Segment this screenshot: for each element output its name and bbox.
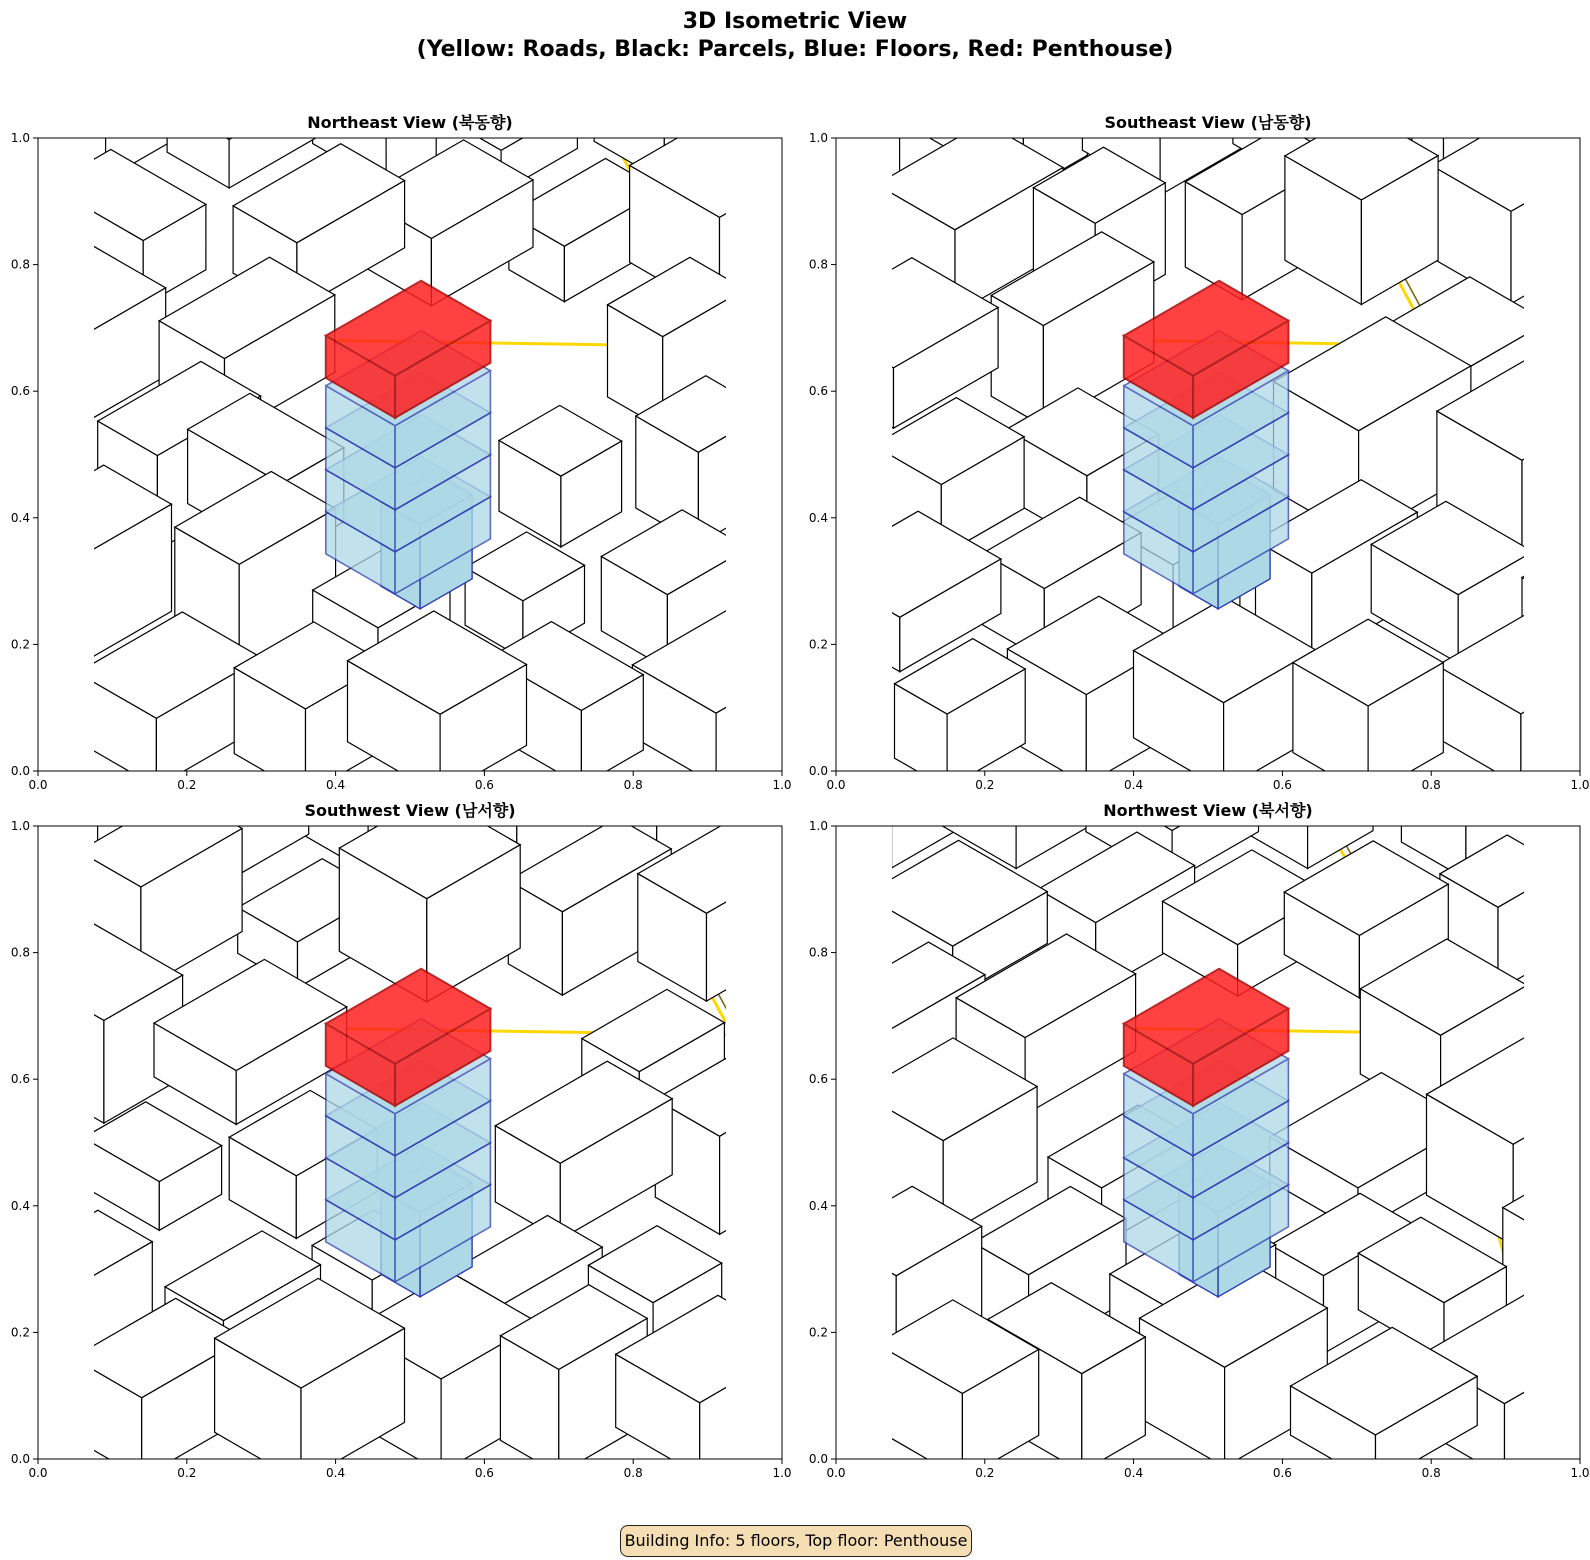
y-tick-label: 0.0 — [808, 764, 828, 778]
y-tick-label: 0.6 — [808, 1072, 828, 1087]
figure-subtitle: (Yellow: Roads, Black: Parcels, Blue: Floors, Red: Penthouse) — [416, 37, 1174, 62]
parcel-block-top — [740, 975, 898, 1066]
parcel-block-left — [729, 1237, 802, 1357]
parcel-block-left — [1531, 65, 1590, 186]
y-tick-label: 0.0 — [10, 764, 30, 778]
y-tick-label: 0.6 — [10, 1072, 30, 1087]
x-tick-label: 1.0 — [772, 1466, 792, 1480]
x-tick-label: 1.0 — [1570, 778, 1590, 792]
y-tick-label: 0.2 — [808, 637, 828, 652]
parcel-block-top — [1531, 15, 1590, 101]
y-tick-label: 0.0 — [808, 1452, 828, 1466]
parcel-block-right — [720, 1090, 801, 1235]
parcel-block-top — [14, 30, 186, 130]
parcel-block-left — [839, 44, 900, 187]
y-tick-label: 0.8 — [808, 945, 828, 960]
parcel-block-top — [1580, 367, 1590, 479]
y-tick-label: 0.6 — [10, 384, 30, 399]
x-tick-label: 0.0 — [28, 1466, 48, 1480]
parcel-block-top — [1361, 0, 1528, 86]
parcel-block-top — [1579, 1317, 1590, 1421]
parcel-block-right — [1584, 1215, 1590, 1357]
parcel-block-left — [740, 1030, 803, 1121]
y-tick-label: 0.2 — [808, 1325, 828, 1340]
target-building — [1124, 281, 1289, 609]
x-tick-label: 0.4 — [326, 1466, 346, 1480]
view-panel-4 — [805, 660, 1590, 1484]
x-tick-label: 0.6 — [1272, 1466, 1292, 1480]
parcel-block-top — [707, 726, 874, 822]
parcel-block-left — [1569, 860, 1590, 989]
parcel-block-top — [749, 490, 884, 568]
parcel-block-top — [167, 50, 322, 139]
y-tick-label: 1.0 — [10, 131, 30, 145]
parcel-block-left — [764, 453, 841, 540]
x-tick-label: 1.0 — [772, 778, 792, 792]
parcel-block-left — [31, 1249, 86, 1352]
view-title: Northwest View (북서향) — [1103, 801, 1313, 820]
parcel-block-top — [1541, 288, 1590, 367]
parcel-block-left — [14, 77, 105, 179]
x-tick-label: 0.4 — [326, 778, 346, 792]
parcel-block — [707, 726, 874, 874]
parcel-block-left — [749, 536, 804, 667]
view-panel-2 — [807, 0, 1590, 796]
y-tick-label: 1.0 — [10, 819, 30, 833]
x-tick-label: 0.8 — [623, 778, 643, 792]
x-tick-label: 0.6 — [474, 778, 494, 792]
parcel-block-right — [716, 657, 813, 785]
parcel-block-right — [720, 155, 828, 314]
parcel-block-right — [802, 1011, 897, 1120]
parcel-block-left — [21, 513, 89, 659]
y-tick-label: 0.8 — [10, 257, 30, 272]
parcel-block-left — [1579, 1380, 1590, 1478]
parcel-block — [1534, 933, 1590, 1115]
parcel-block — [21, 465, 172, 659]
x-tick-label: 0.6 — [474, 1466, 494, 1480]
target-building — [326, 969, 491, 1297]
target-building — [326, 281, 491, 609]
y-tick-label: 0.2 — [10, 1325, 30, 1340]
parcel-block — [1569, 822, 1590, 990]
parcel-block-top — [1569, 822, 1590, 907]
parcel-block-left — [24, 744, 98, 882]
x-tick-label: 1.0 — [1570, 1466, 1590, 1480]
parcel-block-left — [167, 104, 229, 188]
view-title: Southeast View (남동향) — [1104, 113, 1312, 132]
parcel-block — [747, 240, 915, 423]
y-tick-label: 0.8 — [808, 257, 828, 272]
parcel-block-left — [824, 1003, 881, 1110]
x-tick-label: 0.2 — [975, 778, 995, 792]
parcel-block-left — [773, 883, 843, 999]
x-tick-label: 0.8 — [623, 1466, 643, 1480]
parcel-block — [499, 405, 622, 547]
view-title: Southwest View (남서향) — [304, 801, 516, 820]
y-tick-label: 0.4 — [10, 510, 30, 525]
x-tick-label: 0.4 — [1124, 1466, 1144, 1480]
parcel-block — [339, 794, 520, 1002]
parcel-block-left — [1522, 578, 1586, 668]
parcel-block-right — [1586, 550, 1590, 668]
parcel-block-left — [805, 735, 892, 868]
target-building — [1124, 969, 1289, 1297]
parcel-block — [495, 1061, 672, 1239]
x-tick-label: 0.8 — [1421, 1466, 1441, 1480]
y-tick-label: 0.2 — [10, 637, 30, 652]
y-tick-label: 1.0 — [808, 819, 828, 833]
y-tick-label: 0.0 — [10, 1452, 30, 1466]
parcel-block-left — [765, 196, 859, 309]
parcel-block-left — [1534, 969, 1590, 1116]
parcel-block-left — [1541, 333, 1590, 438]
figure-title: 3D Isometric View — [682, 9, 908, 34]
parcel-block-left — [11, 967, 104, 1123]
parcel-block-left — [827, 1236, 897, 1365]
y-tick-label: 0.4 — [808, 1198, 828, 1213]
parcel-block-left — [747, 304, 804, 423]
parcel-block — [1541, 288, 1590, 437]
parcel-block-left — [8, 287, 88, 421]
y-tick-label: 0.4 — [808, 510, 828, 525]
view-title: Northeast View (북동향) — [307, 113, 513, 132]
y-tick-label: 0.6 — [808, 384, 828, 399]
x-tick-label: 0.0 — [826, 778, 846, 792]
y-tick-label: 0.8 — [10, 945, 30, 960]
parcel-block-top — [1534, 933, 1590, 1006]
x-tick-label: 0.6 — [1272, 778, 1292, 792]
parcel-block — [740, 975, 898, 1121]
parcel-block-left — [1580, 431, 1590, 540]
parcel-block-right — [1513, 1080, 1590, 1246]
parcel-block-left — [817, 570, 900, 672]
parcel-block-left — [717, 94, 795, 185]
building-info-box: Building Info: 5 floors, Top floor: Penthouse — [620, 1525, 972, 1557]
y-tick-label: 1.0 — [808, 131, 828, 145]
parcel-block — [1531, 15, 1590, 185]
x-tick-label: 0.4 — [1124, 778, 1144, 792]
x-tick-label: 0.0 — [826, 1466, 846, 1480]
x-tick-label: 0.8 — [1421, 778, 1441, 792]
parcel-block-left — [807, 318, 893, 428]
x-tick-label: 0.2 — [177, 1466, 197, 1480]
scene — [805, 660, 1590, 1484]
parcel-block — [1580, 367, 1590, 540]
x-tick-label: 0.2 — [177, 778, 197, 792]
x-tick-label: 0.2 — [975, 1466, 995, 1480]
x-tick-label: 0.0 — [28, 778, 48, 792]
parcel-block-top — [747, 240, 915, 337]
parcel-block — [1579, 1317, 1590, 1478]
y-tick-label: 0.4 — [10, 1198, 30, 1213]
